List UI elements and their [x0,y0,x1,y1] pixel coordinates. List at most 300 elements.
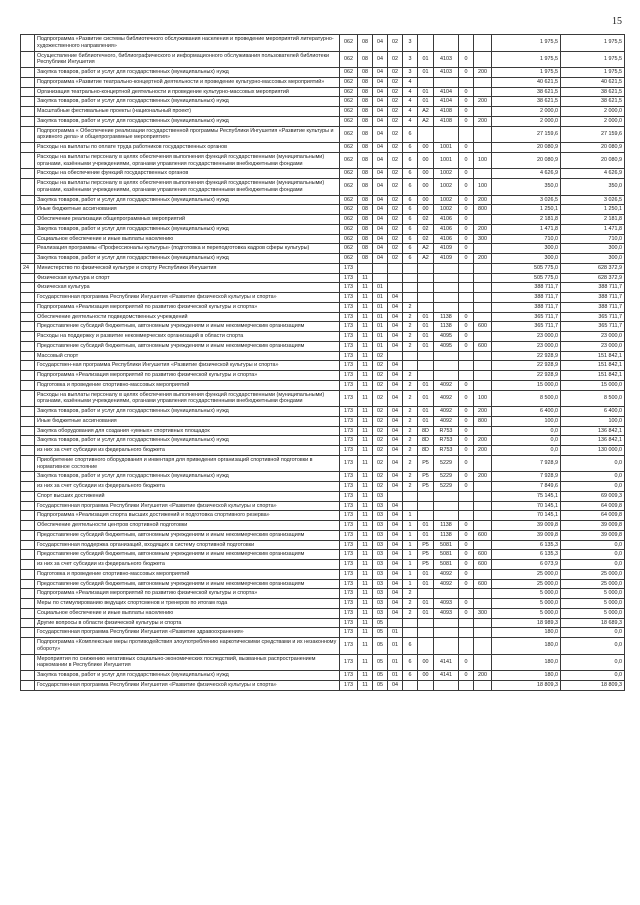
amount-year-1-cell: 1 975,5 [492,35,561,52]
expense-type-code-cell: 200 [474,68,492,78]
subprogram-code-cell: 1 [403,550,418,560]
event-code-cell: 00 [418,671,434,681]
event-code-cell: 01 [418,87,434,97]
amount-year-1-cell: 20 080,9 [492,152,561,169]
section-code-cell: 11 [358,560,373,570]
event-code-cell: 00 [418,143,434,153]
program-code-cell: 01 [388,628,403,638]
section-code-cell: 08 [358,97,373,107]
section-code-cell: 11 [358,521,373,531]
section-code-cell: 11 [358,332,373,342]
program-code-cell: 04 [388,312,403,322]
program-code-cell: 04 [388,472,403,482]
program-code-cell: 02 [388,244,403,254]
amount-year-2-cell: 136 842,1 [561,426,625,436]
item-name-cell: Закупка товаров, работ и услуг для государственных (муниципальных) нужд [35,671,340,681]
ministry-code-cell: 062 [340,116,358,126]
ministry-code-cell: 062 [340,68,358,78]
expense-type-code-cell: 600 [474,322,492,332]
amount-year-1-cell: 18 989,3 [492,618,561,628]
amount-year-1-cell: 18 809,3 [492,680,561,690]
expense-type-code-cell: 200 [474,97,492,107]
program-code-cell: 04 [388,332,403,342]
expense-type-code-cell [474,654,492,671]
row-number-cell [21,179,35,196]
subprogram-code-cell: 3 [403,35,418,52]
event-code-cell: 8D [418,426,434,436]
amount-year-2-cell: 151 842,1 [561,351,625,361]
table-row [21,482,625,492]
amount-year-1-cell: 6 135,3 [492,550,561,560]
amount-year-2-cell: 365 711,7 [561,312,625,322]
table-row [21,332,625,342]
program-code-cell: 02 [388,35,403,52]
amount-year-1-cell: 40 621,5 [492,77,561,87]
amount-year-2-cell: 64 009,8 [561,511,625,521]
direction-ext-code-cell [459,273,474,283]
ministry-code-cell: 173 [340,638,358,655]
subprogram-code-cell: 2 [403,599,418,609]
row-number-cell [21,511,35,521]
subsection-code-cell: 04 [373,107,388,117]
table-row [21,116,625,126]
direction-code-cell: 4092 [434,390,459,407]
row-number-cell [21,654,35,671]
direction-ext-code-cell: 0 [459,569,474,579]
amount-year-1-cell: 7 928,9 [492,472,561,482]
amount-year-2-cell: 1 471,8 [561,224,625,234]
amount-year-1-cell: 75 145,1 [492,491,561,501]
row-number-cell [21,195,35,205]
ministry-code-cell: 062 [340,87,358,97]
event-code-cell: P5 [418,550,434,560]
ministry-code-cell: 173 [340,511,358,521]
table-row [21,426,625,436]
section-code-cell: 11 [358,446,373,456]
subprogram-code-cell: 2 [403,332,418,342]
ministry-code-cell: 173 [340,312,358,322]
table-row [21,322,625,332]
row-number-cell [21,628,35,638]
amount-year-1-cell: 5 000,0 [492,589,561,599]
amount-year-2-cell: 151 842,1 [561,371,625,381]
ministry-code-cell: 062 [340,51,358,68]
amount-year-1-cell: 1 975,5 [492,68,561,78]
table-row [21,169,625,179]
subsection-code-cell: 04 [373,116,388,126]
expense-type-code-cell [474,521,492,531]
item-name-cell: Закупка товаров, работ и услуг для государственных (муниципальных) нужд [35,436,340,446]
item-name-cell: Государствен-ная программа Республики Ингушетия «Развитие физической культуры и спорта» [35,361,340,371]
direction-ext-code-cell: 0 [459,312,474,322]
item-name-cell: Закупка товаров, работ и услуг для государственных (муниципальных) нужд [35,407,340,417]
expense-type-code-cell: 600 [474,530,492,540]
amount-year-2-cell: 0,0 [561,671,625,681]
event-code-cell: 01 [418,390,434,407]
table-row [21,436,625,446]
subsection-code-cell: 05 [373,654,388,671]
section-code-cell: 11 [358,371,373,381]
direction-code-cell: 1138 [434,521,459,531]
table-row [21,126,625,143]
direction-code-cell: 4093 [434,608,459,618]
subsection-code-cell [373,273,388,283]
amount-year-2-cell: 5 000,0 [561,599,625,609]
subsection-code-cell: 03 [373,579,388,589]
subprogram-code-cell: 2 [403,416,418,426]
program-code-cell: 04 [388,322,403,332]
ministry-code-cell: 173 [340,589,358,599]
amount-year-1-cell: 388 711,7 [492,293,561,303]
ministry-code-cell: 062 [340,244,358,254]
table-row [21,472,625,482]
table-row [21,416,625,426]
item-name-cell: Закупка товаров, работ и услуг для государственных (муниципальных) нужд [35,68,340,78]
amount-year-1-cell: 180,0 [492,654,561,671]
direction-code-cell: 1002 [434,179,459,196]
expense-type-code-cell [474,263,492,273]
section-code-cell: 11 [358,618,373,628]
row-number-cell [21,234,35,244]
amount-year-1-cell: 70 145,1 [492,511,561,521]
subsection-code-cell: 04 [373,51,388,68]
amount-year-1-cell: 15 000,0 [492,380,561,390]
item-name-cell: Расходы на обеспечение функций государственных органов [35,169,340,179]
expense-type-code-cell [474,511,492,521]
section-code-cell: 11 [358,654,373,671]
direction-code-cell [434,361,459,371]
expense-type-code-cell [474,169,492,179]
expense-type-code-cell [474,455,492,472]
section-code-cell: 11 [358,302,373,312]
subsection-code-cell: 04 [373,35,388,52]
amount-year-2-cell: 69 009,3 [561,491,625,501]
amount-year-2-cell: 38 621,5 [561,87,625,97]
item-name-cell: Закупка товаров, работ и услуг для государственных (муниципальных) нужд [35,472,340,482]
direction-code-cell [434,77,459,87]
expense-type-code-cell [474,491,492,501]
item-name-cell: Подпрограмма « Обеспечение реализации государственной программы Республики Ингушетия «Развитие культуры и архивного дела» и общепрограммные мероприятия» [35,126,340,143]
item-name-cell: Реализация программы «Профессионалы культуры» (подготовка и переподготовка кадров сферы культуры) [35,244,340,254]
row-number-cell [21,293,35,303]
program-code-cell: 02 [388,87,403,97]
row-number-cell [21,312,35,322]
program-code-cell: 02 [388,234,403,244]
subprogram-code-cell: 2 [403,436,418,446]
amount-year-2-cell: 136 842,1 [561,436,625,446]
program-code-cell: 04 [388,436,403,446]
ministry-code-cell: 173 [340,407,358,417]
direction-ext-code-cell: 0 [459,234,474,244]
amount-year-1-cell: 22 928,9 [492,361,561,371]
row-number-cell [21,426,35,436]
table-row [21,244,625,254]
direction-code-cell [434,351,459,361]
amount-year-2-cell: 2 000,0 [561,107,625,117]
program-code-cell: 04 [388,579,403,589]
subsection-code-cell: 01 [373,293,388,303]
table-row [21,234,625,244]
ministry-code-cell: 062 [340,254,358,264]
direction-ext-code-cell: 0 [459,215,474,225]
direction-code-cell: 5229 [434,482,459,492]
amount-year-2-cell: 38 621,5 [561,97,625,107]
section-code-cell: 08 [358,51,373,68]
event-code-cell [418,371,434,381]
section-code-cell: 11 [358,472,373,482]
subprogram-code-cell: 6 [403,169,418,179]
expense-type-code-cell: 600 [474,341,492,351]
section-code-cell: 11 [358,530,373,540]
event-code-cell: 01 [418,51,434,68]
expense-type-code-cell [474,589,492,599]
event-code-cell: A2 [418,254,434,264]
row-number-cell [21,671,35,681]
row-number-cell [21,273,35,283]
subprogram-code-cell: 4 [403,107,418,117]
ministry-code-cell: 062 [340,152,358,169]
amount-year-1-cell: 180,0 [492,671,561,681]
ministry-code-cell: 173 [340,521,358,531]
item-name-cell: Предоставление субсидий бюджетным, автономным учреждениям и иным некоммерческим организациям [35,550,340,560]
subprogram-code-cell: 2 [403,446,418,456]
ministry-code-cell: 173 [340,569,358,579]
section-code-cell: 08 [358,254,373,264]
item-name-cell: Социальное обеспечение и иные выплаты населению [35,608,340,618]
subprogram-code-cell: 2 [403,341,418,351]
direction-ext-code-cell: 0 [459,224,474,234]
row-number-cell [21,550,35,560]
event-code-cell: P5 [418,540,434,550]
direction-ext-code-cell: 0 [459,654,474,671]
subsection-code-cell: 01 [373,302,388,312]
program-code-cell: 04 [388,540,403,550]
amount-year-2-cell: 0,0 [561,540,625,550]
amount-year-2-cell: 27 159,6 [561,126,625,143]
subprogram-code-cell: 4 [403,77,418,87]
row-number-cell [21,283,35,293]
program-code-cell: 04 [388,521,403,531]
table-row [21,107,625,117]
ministry-code-cell: 173 [340,332,358,342]
event-code-cell: 01 [418,68,434,78]
event-code-cell [418,351,434,361]
row-number-cell [21,371,35,381]
direction-ext-code-cell: 0 [459,143,474,153]
row-number-cell [21,302,35,312]
amount-year-1-cell: 7 928,9 [492,455,561,472]
section-code-cell: 11 [358,293,373,303]
subsection-code-cell: 03 [373,589,388,599]
subprogram-code-cell: 2 [403,407,418,417]
ministry-code-cell: 173 [340,540,358,550]
event-code-cell: 01 [418,521,434,531]
subprogram-code-cell: 4 [403,116,418,126]
section-code-cell: 11 [358,482,373,492]
ministry-code-cell: 062 [340,224,358,234]
amount-year-1-cell: 22 928,9 [492,371,561,381]
table-row [21,628,625,638]
item-name-cell: Государственная поддержка организаций, входящих в систему спортивной подготовки [35,540,340,550]
section-code-cell: 08 [358,87,373,97]
event-code-cell [418,589,434,599]
amount-year-2-cell: 0,0 [561,638,625,655]
ministry-code-cell: 173 [340,482,358,492]
amount-year-1-cell: 505 775,0 [492,273,561,283]
expense-type-code-cell [474,351,492,361]
subprogram-code-cell [403,361,418,371]
amount-year-2-cell: 3 026,5 [561,195,625,205]
subsection-code-cell: 04 [373,97,388,107]
event-code-cell [418,491,434,501]
program-code-cell [388,273,403,283]
direction-code-cell: 5229 [434,472,459,482]
subsection-code-cell: 04 [373,77,388,87]
direction-code-cell [434,628,459,638]
section-code-cell: 11 [358,380,373,390]
program-code-cell: 04 [388,390,403,407]
item-name-cell: Подпрограмма «Комплексные меры противодействия злоупотреблению наркотическими средствами и их незаконному обороту» [35,638,340,655]
direction-ext-code-cell: 0 [459,521,474,531]
subprogram-code-cell: 1 [403,530,418,540]
item-name-cell: Государственная программа Республики Ингушетия «Развитие физической культуры и спорта» [35,680,340,690]
amount-year-2-cell: 39 009,8 [561,530,625,540]
subsection-code-cell: 05 [373,671,388,681]
amount-year-2-cell: 365 711,7 [561,322,625,332]
subprogram-code-cell: 6 [403,195,418,205]
program-code-cell [388,491,403,501]
row-number-cell [21,169,35,179]
amount-year-1-cell: 0,0 [492,436,561,446]
expense-type-code-cell: 800 [474,416,492,426]
program-code-cell: 02 [388,169,403,179]
subsection-code-cell: 03 [373,530,388,540]
program-code-cell: 04 [388,550,403,560]
subprogram-code-cell [403,628,418,638]
section-code-cell: 08 [358,234,373,244]
ministry-code-cell: 062 [340,77,358,87]
event-code-cell: 01 [418,579,434,589]
event-code-cell: 00 [418,152,434,169]
amount-year-1-cell: 1 250,1 [492,205,561,215]
table-row [21,371,625,381]
ministry-code-cell: 173 [340,322,358,332]
direction-code-cell: R753 [434,426,459,436]
program-code-cell: 04 [388,446,403,456]
amount-year-1-cell: 39 009,8 [492,521,561,531]
item-name-cell: Социальное обеспечение и иные выплаты населению [35,234,340,244]
item-name-cell: из них за счет субсидии из федерального бюджета [35,560,340,570]
direction-code-cell [434,302,459,312]
item-name-cell: Подготовка и проведение спортивно-массовых мероприятий [35,380,340,390]
amount-year-2-cell: 18 689,3 [561,618,625,628]
row-number-cell [21,107,35,117]
subprogram-code-cell: 2 [403,608,418,618]
subsection-code-cell: 02 [373,390,388,407]
item-name-cell: Подпрограмма «Реализация мероприятий по развитию физической культуры и спорта» [35,302,340,312]
item-name-cell: Масштабные фестивальные проекты (национальный проект) [35,107,340,117]
table-row [21,87,625,97]
amount-year-2-cell: 1 975,5 [561,51,625,68]
item-name-cell: Закупка товаров, работ и услуг для государственных (муниципальных) нужд [35,116,340,126]
direction-ext-code-cell: 0 [459,455,474,472]
program-code-cell: 04 [388,341,403,351]
direction-code-cell: R753 [434,446,459,456]
direction-code-cell: 4106 [434,215,459,225]
direction-code-cell [434,589,459,599]
ministry-code-cell: 062 [340,107,358,117]
event-code-cell: A2 [418,107,434,117]
amount-year-1-cell: 1 975,5 [492,51,561,68]
section-code-cell: 11 [358,426,373,436]
program-code-cell: 02 [388,126,403,143]
item-name-cell: Подпрограмма «Реализация мероприятий по развитию физической культуры и спорта» [35,589,340,599]
table-row [21,380,625,390]
direction-ext-code-cell: 0 [459,390,474,407]
amount-year-2-cell: 350,0 [561,179,625,196]
subsection-code-cell: 04 [373,254,388,264]
subsection-code-cell: 04 [373,234,388,244]
item-name-cell: Иные бюджетные ассигнования [35,416,340,426]
program-code-cell: 02 [388,77,403,87]
expense-type-code-cell [474,244,492,254]
expense-type-code-cell [474,680,492,690]
item-name-cell: Предоставление субсидий бюджетным, автономным учреждениям и иным некоммерческим организациям [35,579,340,589]
ministry-code-cell: 173 [340,530,358,540]
ministry-code-cell: 173 [340,436,358,446]
direction-code-cell: 4109 [434,244,459,254]
table-row [21,540,625,550]
amount-year-2-cell: 0,0 [561,472,625,482]
expense-type-code-cell [474,618,492,628]
event-code-cell: 00 [418,179,434,196]
subprogram-code-cell: 1 [403,540,418,550]
section-code-cell: 08 [358,205,373,215]
direction-code-cell [434,491,459,501]
table-row [21,143,625,153]
row-number-cell [21,446,35,456]
section-code-cell: 11 [358,361,373,371]
expense-type-code-cell [474,87,492,97]
direction-ext-code-cell [459,361,474,371]
table-row [21,215,625,225]
row-number-cell [21,680,35,690]
direction-ext-code-cell: 0 [459,560,474,570]
row-number-cell [21,599,35,609]
table-row [21,589,625,599]
amount-year-2-cell: 388 711,7 [561,293,625,303]
direction-ext-code-cell: 0 [459,97,474,107]
event-code-cell [418,361,434,371]
amount-year-1-cell: 5 000,0 [492,599,561,609]
expense-type-code-cell [474,628,492,638]
direction-ext-code-cell: 0 [459,426,474,436]
table-row [21,273,625,283]
row-number-cell [21,341,35,351]
event-code-cell [418,628,434,638]
item-name-cell: Закупка товаров, работ и услуг для государственных (муниципальных) нужд [35,254,340,264]
expense-type-code-cell [474,35,492,52]
subprogram-code-cell: 2 [403,322,418,332]
subsection-code-cell: 02 [373,482,388,492]
event-code-cell: 01 [418,569,434,579]
section-code-cell: 11 [358,322,373,332]
expense-type-code-cell [474,143,492,153]
ministry-code-cell: 173 [340,455,358,472]
ministry-code-cell: 173 [340,491,358,501]
direction-code-cell: 5081 [434,560,459,570]
amount-year-1-cell: 2 000,0 [492,107,561,117]
